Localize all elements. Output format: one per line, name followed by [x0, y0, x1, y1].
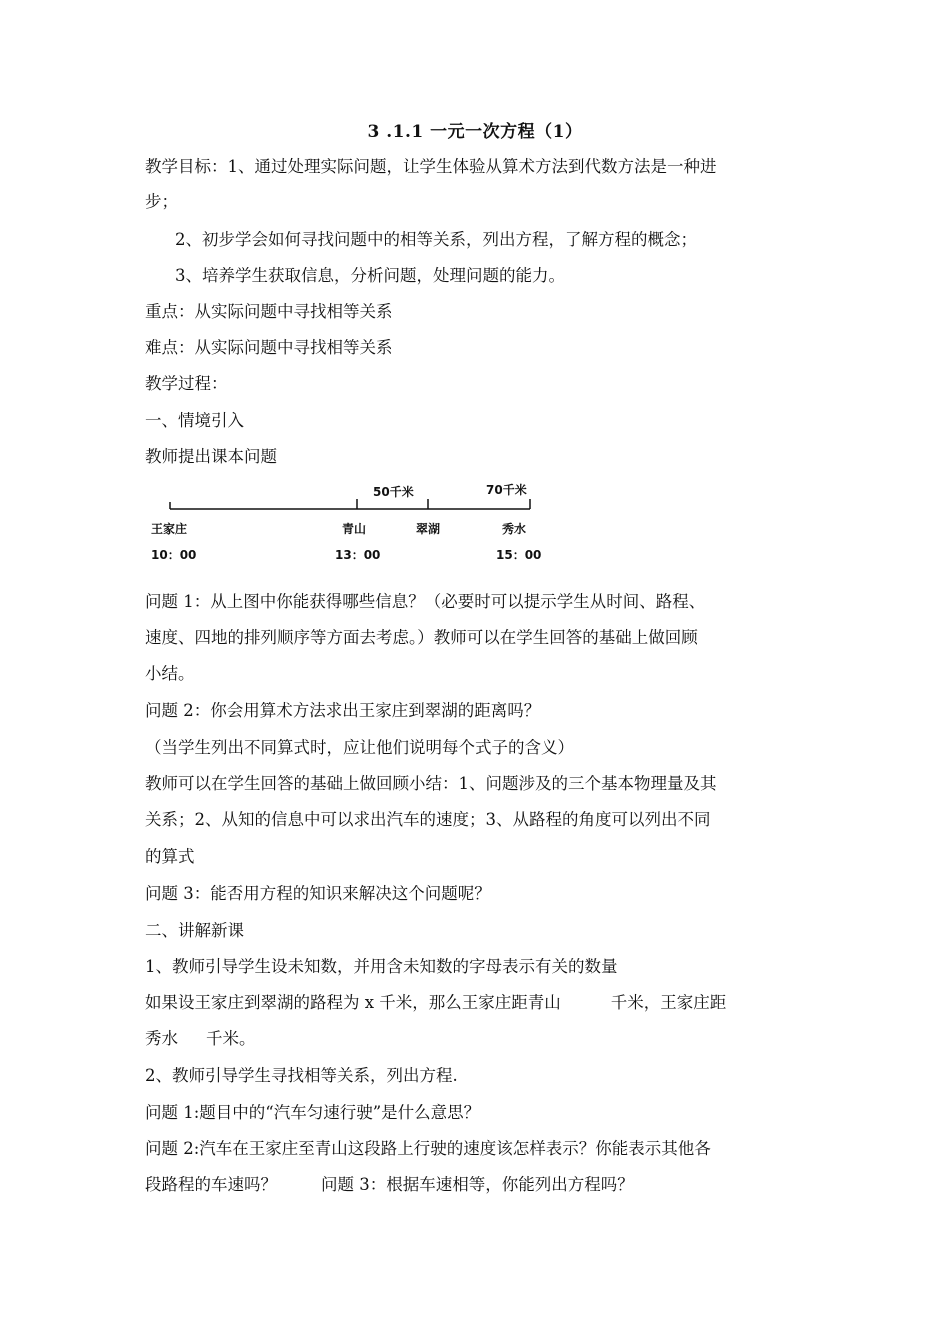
summary-line-1: 教师可以在学生回答的基础上做回顾小结：1、问题涉及的三个基本物理量及其	[145, 774, 717, 793]
suppose-text-1: 如果设王家庄到翠湖的路程为 x 千米，那么王家庄距青山	[145, 993, 561, 1012]
distance-label-50: 50千米	[373, 485, 414, 499]
objectives-line-3: 3、培养学生获取信息，分析问题，处理问题的能力。	[175, 266, 565, 285]
summary-line-3: 的算式	[145, 847, 195, 866]
suppose-text-4: 千米。	[206, 1029, 256, 1048]
question-1-line-3: 小结。	[145, 664, 195, 683]
question-1-line-1: 问题 1：从上图中你能获得哪些信息？（必要时可以提示学生从时间、路程、	[145, 592, 706, 611]
problem-2-line-2	[145, 1173, 634, 1197]
objectives-line-1: 教学目标：1、通过处理实际问题，让学生体验从算术方法到代数方法是一种进	[145, 157, 717, 176]
teacher-intro: 教师提出课本问题	[145, 447, 277, 466]
objectives-line-1-cont: 步；	[145, 192, 178, 211]
time-1000: 10：00	[151, 548, 197, 562]
suppose-text-2: 千米，王家庄距	[610, 993, 727, 1012]
route-diagram	[145, 478, 545, 570]
time-1500: 15：00	[496, 548, 542, 562]
problem-1: 问题 1:题目中的“汽车匀速行驶”是什么意思？	[145, 1103, 481, 1122]
difficulty: 难点：从实际问题中寻找相等关系	[145, 338, 393, 357]
question-3: 问题 3：能否用方程的知识来解决这个问题呢？	[145, 884, 491, 903]
station-xiushui: 秀水	[502, 522, 527, 536]
step-2: 2、教师引导学生寻找相等关系，列出方程.	[145, 1066, 458, 1085]
station-cuihu: 翠湖	[416, 522, 441, 536]
key-point: 重点：从实际问题中寻找相等关系	[145, 302, 393, 321]
station-qingshan: 青山	[342, 522, 367, 536]
suppose-text-3: 秀水	[145, 1029, 178, 1048]
station-wangjiazhuang: 王家庄	[151, 522, 188, 536]
objectives-line-2: 2、初步学会如何寻找问题中的相等关系，列出方程，了解方程的概念；	[175, 230, 697, 249]
problem-3-text: 问题 3：根据车速相等，你能列出方程吗？	[321, 1175, 634, 1194]
summary-line-2: 关系；2、从知的信息中可以求出汽车的速度；3、从路程的角度可以列出不同	[145, 810, 711, 829]
section-1-heading: 一、情境引入	[145, 411, 244, 430]
suppose-line-2	[145, 1027, 256, 1051]
distance-label-70: 70千米	[486, 483, 527, 497]
problem-2-line-1: 问题 2:汽车在王家庄至青山这段路上行驶的速度该怎样表示？你能表示其他各	[145, 1139, 711, 1158]
step-1: 1、教师引导学生设未知数，并用含未知数的字母表示有关的数量	[145, 957, 618, 976]
page-title: 3 .1.1 一元一次方程（1）	[367, 122, 583, 142]
section-2-heading: 二、讲解新课	[145, 921, 244, 940]
process-heading: 教学过程：	[145, 374, 228, 393]
problem-2-text: 段路程的车速吗？	[145, 1175, 277, 1194]
time-1300: 13：00	[335, 548, 381, 562]
note: （当学生列出不同算式时，应让他们说明每个式子的含义）	[145, 738, 574, 757]
suppose-line-1	[145, 991, 726, 1015]
question-2: 问题 2：你会用算术方法求出王家庄到翠湖的距离吗？	[145, 701, 541, 720]
question-1-line-2: 速度、四地的排列顺序等方面去考虑。）教师可以在学生回答的基础上做回顾	[145, 628, 698, 647]
